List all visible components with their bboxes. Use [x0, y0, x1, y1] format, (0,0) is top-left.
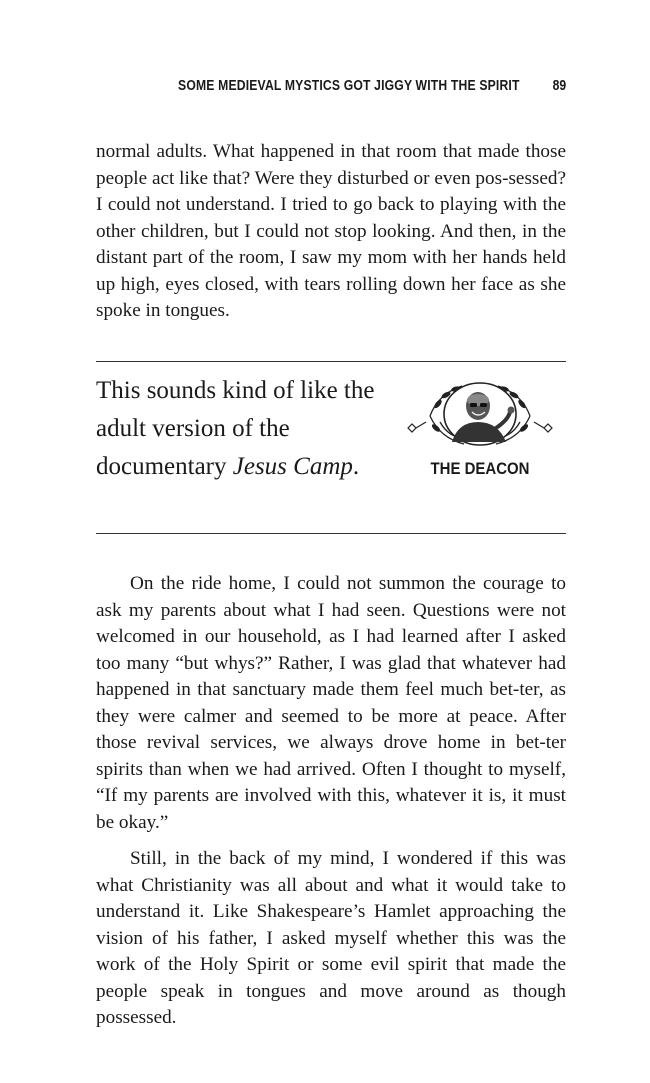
callout-bottom-rule: [96, 533, 566, 534]
deacon-portrait-icon: [400, 376, 560, 451]
body-paragraph-1: normal adults. What happened in that room that made those people act like that? Were they disturbed or even pos-sessed? I could not understand. I tried to go back to playing with the other children, but I could not stop looking. And then, in the distant part of the room, I saw my mom with her hands held up high, eyes closed, with tears rolling down her face as she spoke in tongues.: [96, 141, 566, 321]
body-paragraph-3: Still, in the back of my mind, I wondered if this was what Christianity was all about and what it would take to understand it. Like Shakespeare’s Hamlet approaching the vision of his father, I asked myself whether this was the work of the Holy Spirit or some evil spirit that made the people speak in tongues and move around as though possessed.: [96, 848, 566, 1028]
callout-quote-title: Jesus Camp: [232, 453, 353, 480]
callout-quote-text: This sounds kind of like the adult version of the documentary: [96, 377, 375, 480]
callout-top-rule: [96, 361, 566, 362]
callout-quote: [96, 372, 386, 486]
running-title: SOME MEDIEVAL MYSTICS GOT JIGGY WITH THE SPIRIT: [178, 78, 520, 94]
body-paragraph-2: On the ride home, I could not summon the courage to ask my parents about what I had seen. Questions were not welcomed in our household, as I had learned after I asked too many “but whys?” Rather, I was glad that whatever had happened in that sanctuary made them feel much bet-ter, as they were calmer and seemed to be more at peace. After those revival services, we always drove home in bet-ter spirits than when we had arrived. Often I thought to myself, “If my parents are involved with this, whatever it is, it must be okay.”: [96, 573, 566, 833]
callout-speaker: THE DEACON: [430, 459, 530, 478]
page-number: 89: [552, 78, 566, 94]
callout-quote-end: .: [352, 453, 360, 480]
running-header: [96, 78, 568, 100]
